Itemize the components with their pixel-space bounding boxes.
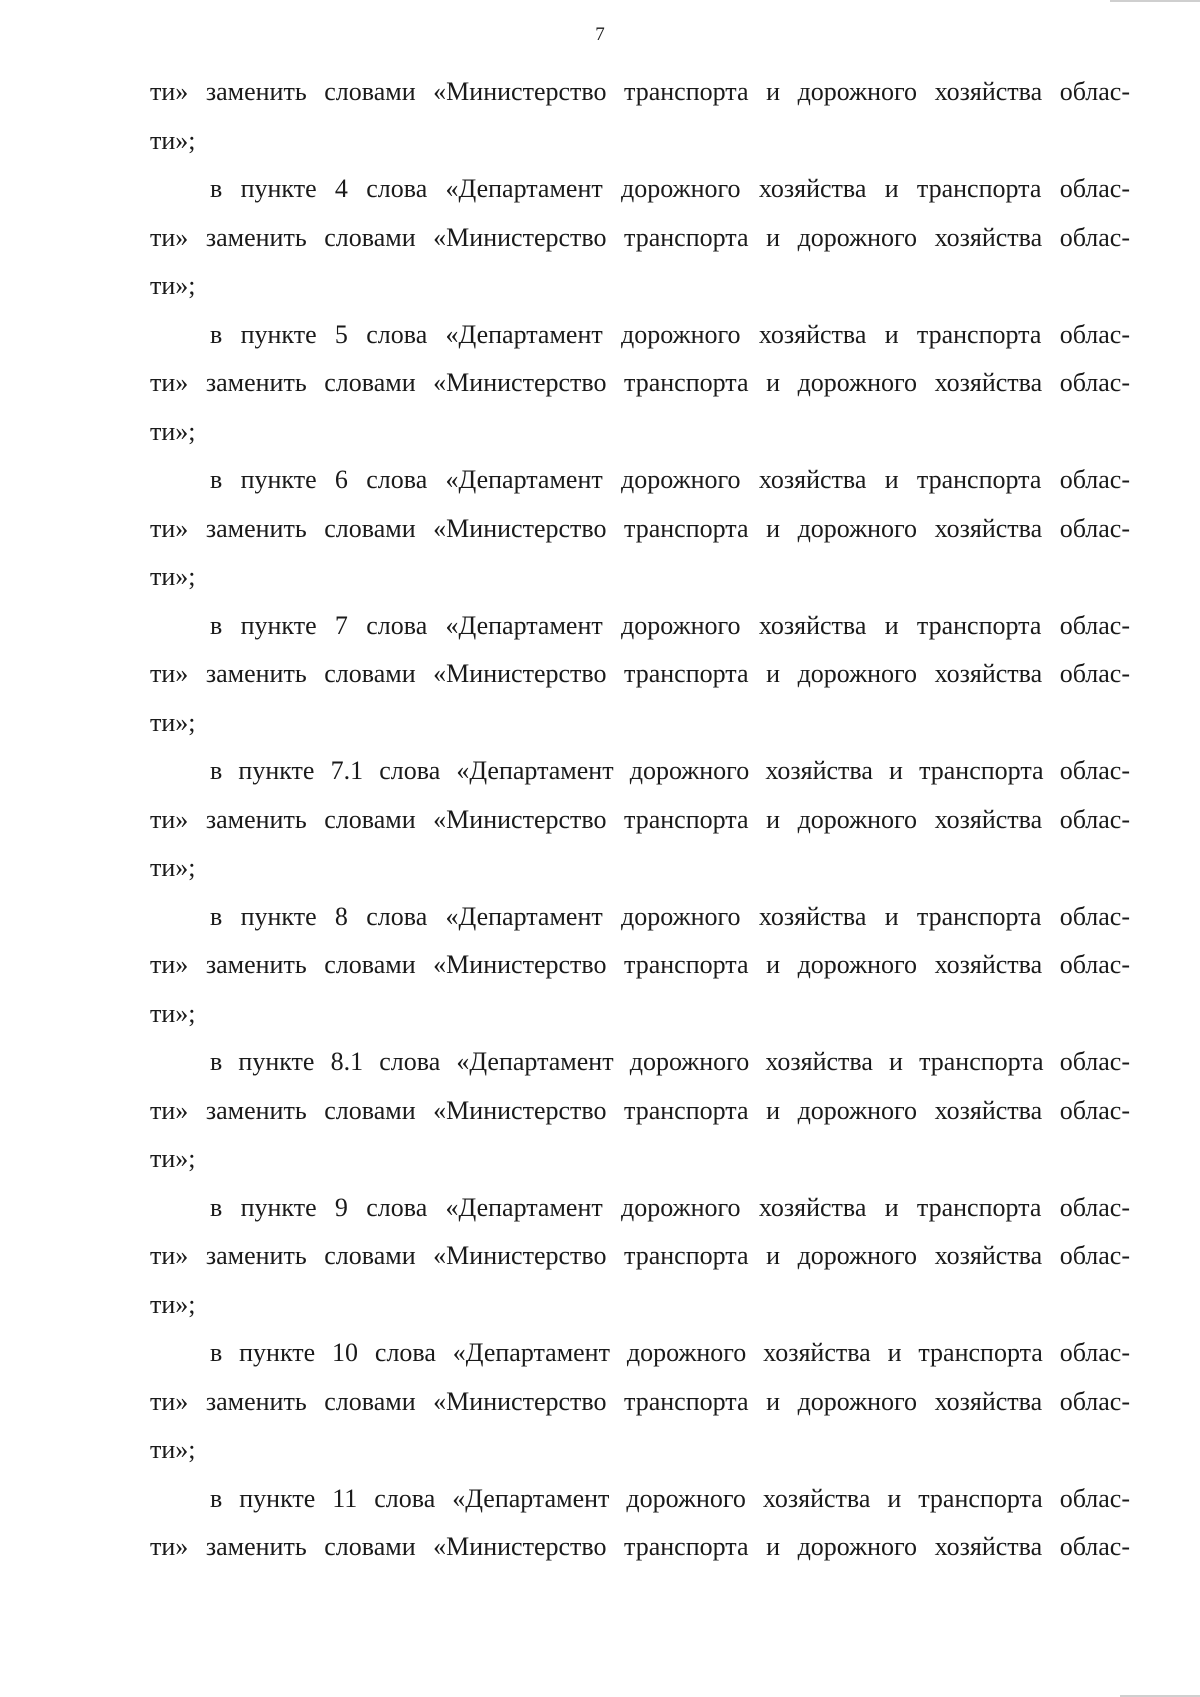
text-line: ти» заменить словами «Министерство транспорта и дорожного хозяйства облас- — [150, 1532, 1130, 1561]
text-line: ти» заменить словами «Министерство транспорта и дорожного хозяйства облас- — [150, 368, 1130, 397]
scan-artifact-top — [1110, 0, 1200, 2]
text-line: ти» заменить словами «Министерство транспорта и дорожного хозяйства облас- — [150, 1386, 1130, 1416]
text-line: ти»; — [150, 853, 196, 882]
text-line: ти» заменить словами «Министерство транспорта и дорожного хозяйства облас- — [150, 1241, 1130, 1270]
paragraph-first-line: в пункте 7.1 слова «Департамент дорожного хозяйства и транспорта облас- — [210, 756, 1130, 785]
paragraph-first-line: в пункте 7 слова «Департамент дорожного хозяйства и транспорта облас- — [210, 610, 1130, 640]
text-line: ти»; — [150, 416, 196, 446]
text-line: ти» заменить словами «Министерство транспорта и дорожного хозяйства облас- — [150, 222, 1130, 252]
paragraph-first-line: в пункте 4 слова «Департамент дорожного хозяйства и транспорта облас- — [210, 174, 1130, 203]
text-line: ти» заменить словами «Министерство транспорта и дорожного хозяйства облас- — [150, 950, 1130, 979]
page-number: 7 — [595, 24, 605, 45]
paragraph-first-line: в пункте 5 слова «Департамент дорожного хозяйства и транспорта облас- — [210, 319, 1130, 349]
document-body — [150, 68, 1130, 1572]
text-line: ти»; — [150, 125, 196, 155]
paragraph-first-line: в пункте 6 слова «Департамент дорожного хозяйства и транспорта облас- — [210, 465, 1130, 494]
paragraph-first-line: в пункте 8 слова «Департамент дорожного хозяйства и транспорта облас- — [210, 901, 1130, 931]
text-line: ти»; — [150, 998, 196, 1028]
text-line: ти» заменить словами «Министерство транспорта и дорожного хозяйства облас- — [150, 659, 1130, 688]
paragraph-first-line: в пункте 10 слова «Департамент дорожного хозяйства и транспорта облас- — [210, 1338, 1130, 1367]
text-line: ти»; — [150, 1144, 196, 1173]
text-line: ти»; — [150, 1289, 196, 1319]
paragraph-first-line: в пункте 9 слова «Департамент дорожного хозяйства и транспорта облас- — [210, 1192, 1130, 1222]
paragraph-first-line: в пункте 11 слова «Департамент дорожного хозяйства и транспорта облас- — [210, 1483, 1130, 1513]
text-line: ти»; — [150, 271, 196, 300]
text-line: ти» заменить словами «Министерство транспорта и дорожного хозяйства облас- — [150, 1095, 1130, 1125]
text-line: ти»; — [150, 707, 196, 737]
text-line: ти»; — [150, 562, 196, 591]
text-line: ти»; — [150, 1435, 196, 1464]
text-line: ти» заменить словами «Министерство транспорта и дорожного хозяйства облас- — [150, 804, 1130, 834]
text-line: ти» заменить словами «Министерство транспорта и дорожного хозяйства облас- — [150, 513, 1130, 543]
text-line: ти» заменить словами «Министерство транспорта и дорожного хозяйства облас- — [150, 77, 1130, 106]
paragraph-first-line: в пункте 8.1 слова «Департамент дорожного хозяйства и транспорта облас- — [210, 1047, 1130, 1076]
